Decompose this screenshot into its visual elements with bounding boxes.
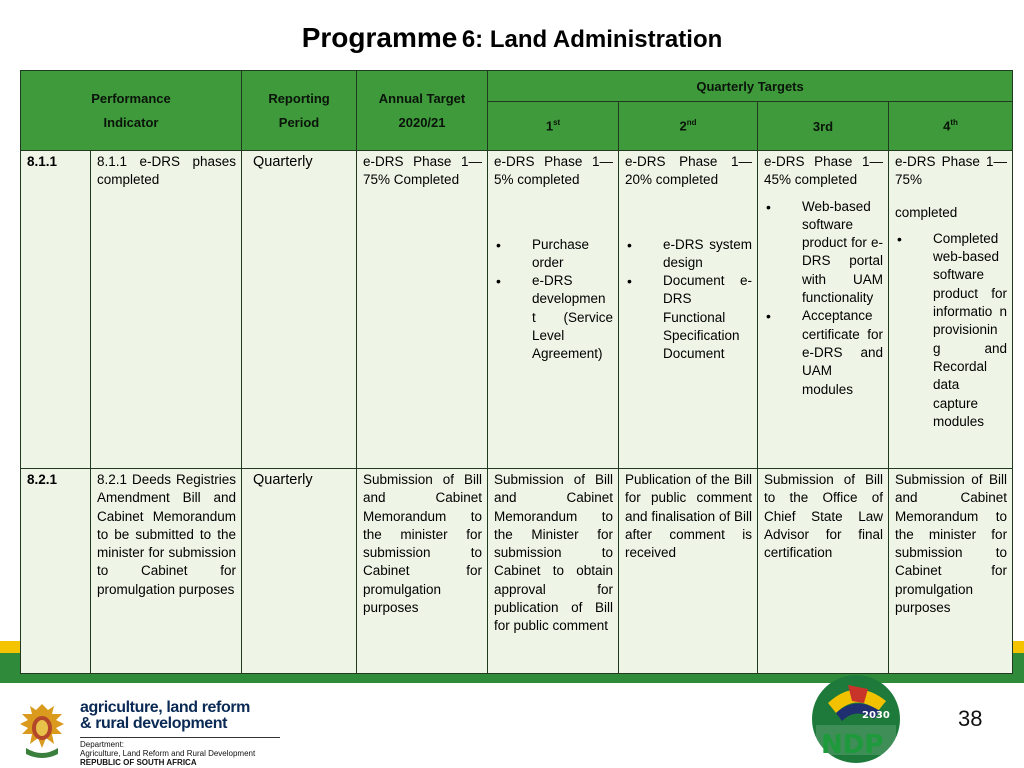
row-id: 8.2.1 xyxy=(21,469,91,674)
row-q2: e-DRS Phase 1—20% completed • e-DRS system design • Document e-DRS Functional Specification Document xyxy=(619,151,758,469)
list-item: • Web-based software product for e-DRS portal with UAM functionality xyxy=(764,198,883,308)
svg-text:NDP: NDP xyxy=(821,730,884,760)
row-annual-target: Submission of Bill and Cabinet Memorandum to the minister for submission to Cabinet for promulgation purposes xyxy=(357,469,488,674)
title-land-administration: 6: Land Administration xyxy=(461,26,723,53)
list-item: • Acceptance certificate for e-DRS and UAM modules xyxy=(764,307,883,398)
row-q1: e-DRS Phase 1—5% completed • Purchase order • e-DRS developmen t (Service Level Agreement) xyxy=(488,151,619,469)
targets-table xyxy=(20,70,1013,674)
list-item: • e-DRS system design xyxy=(625,236,752,273)
row-period: Quarterly xyxy=(242,469,357,674)
dept-name-line2: & rural development xyxy=(80,715,228,732)
header-performance-indicator: Performance Indicator xyxy=(21,71,242,151)
row-q1: Submission of Bill and Cabinet Memorandum to the Minister for submission to Cabinet to obtain approval for publication of Bill for public comment xyxy=(488,469,619,674)
row-q2: Publication of the Bill for public comment and finalisation of Bill after comment is received xyxy=(619,469,758,674)
row-q4: Submission of Bill and Cabinet Memorandum to the minister for submission to Cabinet for promulgation purposes xyxy=(889,469,1013,674)
row-q3: e-DRS Phase 1—45% completed • Web-based software product for e-DRS portal with UAM functionality • Acceptance certificate for e-DRS and UAM modules xyxy=(758,151,889,469)
list-item: • e-DRS developmen t (Service Level Agreement) xyxy=(494,272,613,363)
title-programme: Programme xyxy=(301,22,458,53)
dept-name-line1: agriculture, land reform xyxy=(80,699,250,716)
row-indicator: 8.2.1 Deeds Registries Amendment Bill and Cabinet Memorandum to be submitted to the minister for submission to Cabinet for promulgation purposes xyxy=(91,469,242,674)
page-number: 38 xyxy=(958,706,983,731)
svg-text:2030: 2030 xyxy=(862,710,890,721)
row-indicator: 8.1.1 e-DRS phases completed xyxy=(91,151,242,469)
dept-subtitle: Department: Agriculture, Land Reform and Rural Development REPUBLIC OF SOUTH AFRICA xyxy=(80,737,280,767)
row-id: 8.1.1 xyxy=(21,151,91,469)
header-annual-target: Annual Target 2020/21 xyxy=(357,71,488,151)
header-quarterly-targets: Quarterly Targets xyxy=(488,71,1013,102)
header-reporting-period: Reporting Period xyxy=(242,71,357,151)
header-q3: 3rd xyxy=(758,102,889,151)
list-item: • Document e-DRS Functional Specification Document xyxy=(625,272,752,363)
row-q4: e-DRS Phase 1—75% completed • Completed web-based software product for informatio n provisionin g and Recordal data capture modules xyxy=(889,151,1013,469)
table-row xyxy=(21,469,1013,674)
page-title xyxy=(0,22,1024,54)
row-annual-target: e-DRS Phase 1—75% Completed xyxy=(357,151,488,469)
department-wordmark xyxy=(80,700,280,767)
list-item: • Completed web-based software product for informatio n provisionin g and Recordal data capture modules xyxy=(895,230,1007,431)
row-period: Quarterly xyxy=(242,151,357,469)
ndp-logo-icon xyxy=(808,673,904,765)
header-q4: 4th xyxy=(889,102,1013,151)
header-q1: 1st xyxy=(488,102,619,151)
header-q2: 2nd xyxy=(619,102,758,151)
list-item: • Purchase order xyxy=(494,236,613,273)
table-row xyxy=(21,151,1013,469)
row-q3: Submission of Bill to the Office of Chief State Law Advisor for final certification xyxy=(758,469,889,674)
